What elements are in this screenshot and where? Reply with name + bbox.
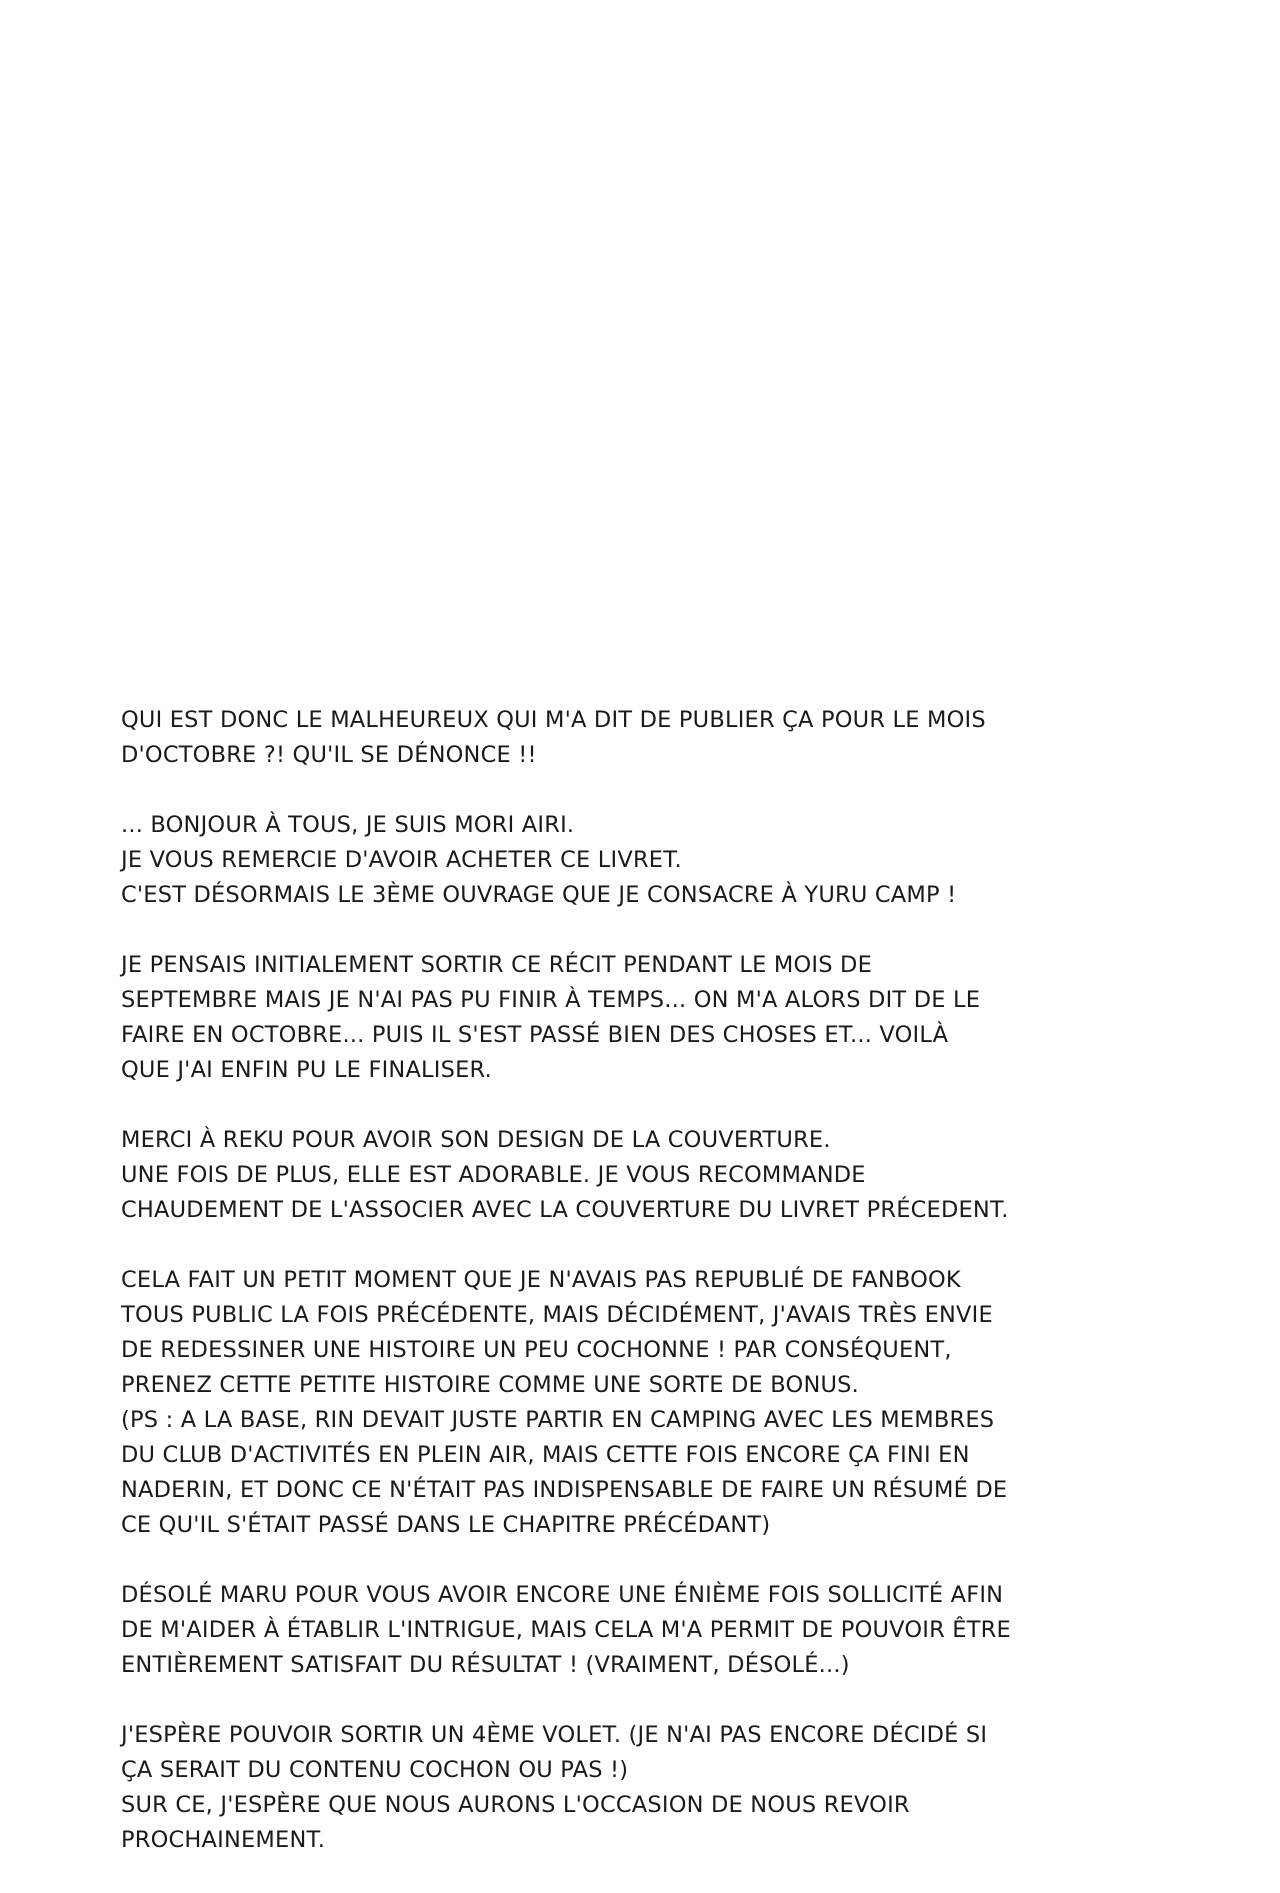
text-line: PROCHAINEMENT. (121, 1827, 326, 1853)
text-line: J'ESPÈRE POUVOIR SORTIR UN 4ÈME VOLET. (JE N'AI PAS ENCORE DÉCIDÉ SI (121, 1722, 988, 1748)
text-line: D'OCTOBRE ?! QU'IL SE DÉNONCE !! (121, 742, 537, 768)
text-line: JE PENSAIS INITIALEMENT SORTIR CE RÉCIT PENDANT LE MOIS DE (121, 952, 872, 978)
text-line: DU CLUB D'ACTIVITÉS EN PLEIN AIR, MAIS CETTE FOIS ENCORE ÇA FINI EN (121, 1442, 970, 1468)
afterword-text (121, 703, 1181, 1893)
text-line: TOUS PUBLIC LA FOIS PRÉCÉDENTE, MAIS DÉCIDÉMENT, J'AVAIS TRÈS ENVIE (121, 1302, 993, 1328)
text-line: NADERIN, ET DONC CE N'ÉTAIT PAS INDISPENSABLE DE FAIRE UN RÉSUMÉ DE (121, 1477, 1008, 1503)
paragraph-7 (121, 1718, 1181, 1858)
text-line: UNE FOIS DE PLUS, ELLE EST ADORABLE. JE VOUS RECOMMANDE (121, 1162, 866, 1188)
paragraph-5 (121, 1263, 1181, 1543)
text-line: (PS : A LA BASE, RIN DEVAIT JUSTE PARTIR EN CAMPING AVEC LES MEMBRES (121, 1407, 995, 1433)
text-line: FAIRE EN OCTOBRE... PUIS IL S'EST PASSÉ BIEN DES CHOSES ET... VOILÀ (121, 1022, 949, 1048)
paragraph-1 (121, 703, 1181, 773)
paragraph-6 (121, 1578, 1181, 1683)
text-line: JE VOUS REMERCIE D'AVOIR ACHETER CE LIVRET. (121, 847, 682, 873)
text-line: DE REDESSINER UNE HISTOIRE UN PEU COCHONNE ! PAR CONSÉQUENT, (121, 1337, 952, 1363)
text-line: SEPTEMBRE MAIS JE N'AI PAS PU FINIR À TEMPS... ON M'A ALORS DIT DE LE (121, 987, 981, 1013)
text-line: ... BONJOUR À TOUS, JE SUIS MORI AIRI. (121, 812, 575, 838)
text-line: MERCI À REKU POUR AVOIR SON DESIGN DE LA COUVERTURE. (121, 1127, 831, 1153)
text-line: QUI EST DONC LE MALHEUREUX QUI M'A DIT DE PUBLIER ÇA POUR LE MOIS (121, 707, 986, 733)
text-line: QUE J'AI ENFIN PU LE FINALISER. (121, 1057, 492, 1083)
text-line: CE QU'IL S'ÉTAIT PASSÉ DANS LE CHAPITRE PRÉCÉDANT) (121, 1512, 771, 1538)
paragraph-4 (121, 1123, 1181, 1228)
text-line: ENTIÈREMENT SATISFAIT DU RÉSULTAT ! (VRAIMENT, DÉSOLÉ...) (121, 1652, 850, 1678)
paragraph-3 (121, 948, 1181, 1088)
text-line: PRENEZ CETTE PETITE HISTOIRE COMME UNE SORTE DE BONUS. (121, 1372, 859, 1398)
text-line: CELA FAIT UN PETIT MOMENT QUE JE N'AVAIS PAS REPUBLIÉ DE FANBOOK (121, 1267, 961, 1293)
text-line: SUR CE, J'ESPÈRE QUE NOUS AURONS L'OCCASION DE NOUS REVOIR (121, 1792, 910, 1818)
text-line: CHAUDEMENT DE L'ASSOCIER AVEC LA COUVERTURE DU LIVRET PRÉCEDENT. (121, 1197, 1009, 1223)
text-line: C'EST DÉSORMAIS LE 3ÈME OUVRAGE QUE JE CONSACRE À YURU CAMP ! (121, 882, 957, 908)
text-line: DÉSOLÉ MARU POUR VOUS AVOIR ENCORE UNE ÉNIÈME FOIS SOLLICITÉ AFIN (121, 1582, 1004, 1608)
text-line: ÇA SERAIT DU CONTENU COCHON OU PAS !) (121, 1757, 629, 1783)
text-line: DE M'AIDER À ÉTABLIR L'INTRIGUE, MAIS CELA M'A PERMIT DE POUVOIR ÊTRE (121, 1617, 1011, 1643)
paragraph-2 (121, 808, 1181, 913)
